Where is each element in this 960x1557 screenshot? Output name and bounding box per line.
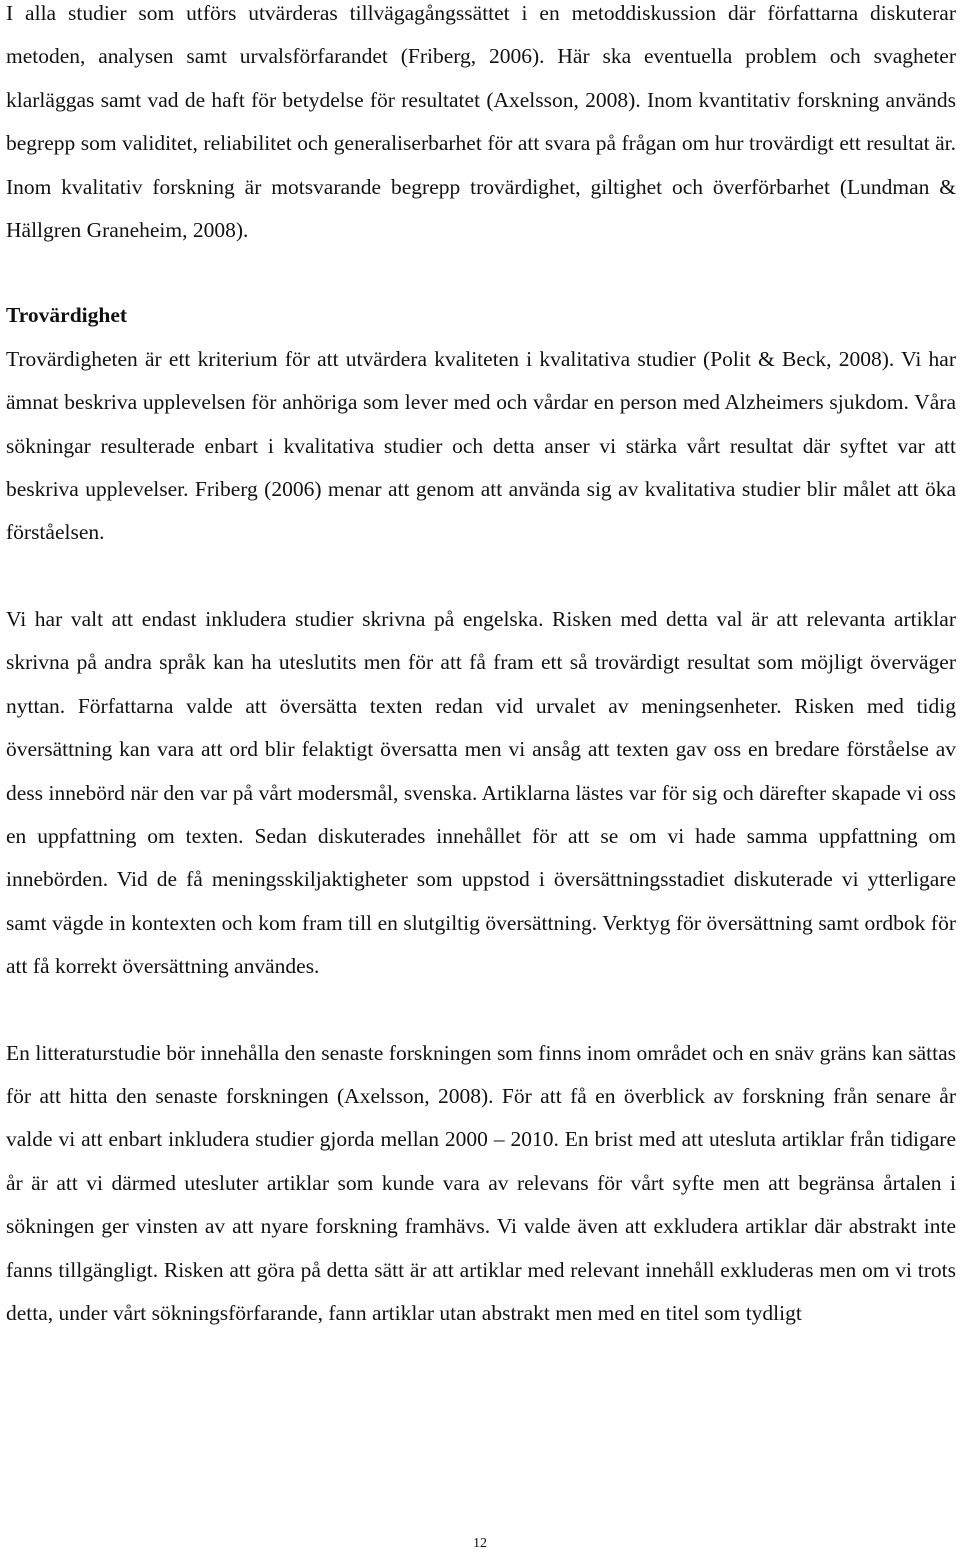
paragraph-trovardighet: Trovärdigheten är ett kriterium för att utvärdera kvaliteten i kvalitativa studier (Polit & Beck, 2008). Vi har ämnat beskriva upplevelsen för anhöriga som lever med och vårdar en person med Alzheimers sjukdom. Våra sökningar resulterade enbart i kvalitativa studier och detta anser vi stärka vårt resultat där syftet var att beskriva upplevelser. Friberg (2006) menar att genom att använda sig av kvalitativa studier blir målet att öka förståelsen. [6,346,956,545]
paragraph-literature-range: En litteraturstudie bör innehålla den senaste forskningen som finns inom området och en snäv gräns kan sättas för att hitta den senaste forskningen (Axelsson, 2008). För att få en överblick av forskning från senare år valde vi att enbart inkludera studier gjorda mellan 2000 – 2010. En brist med att utesluta artiklar från tidigare år är att vi därmed utesluter artiklar som kunde vara av relevans för vårt syfte men att begränsa årtalen i sökningen ger vinsten av att nyare forskning framhävs. Vi valde även att exkludera artiklar där abstrakt inte fanns tillgängligt. Risken att göra på detta sätt är att artiklar med relevant innehåll exkluderas men om vi trots detta, under vårt sökningsförfarande, fann artiklar utan abstrakt men med en titel som tydligt [6,1040,956,1325]
document-page [6,0,956,1557]
paragraph-language-selection: Vi har valt att endast inkludera studier skrivna på engelska. Risken med detta val är att relevanta artiklar skrivna på andra språk kan ha uteslutits men för att få fram ett så trovärdigt resultat som möjligt överväger nyttan. Författarna valde att översätta texten redan vid urvalet av meningsenheter. Risken med tidig översättning kan vara att ord blir felaktigt översatta men vi ansåg att texten gav oss en bredare förståelse av dess innebörd när den var på vårt modersmål, svenska. Artiklarna lästes var för sig och därefter skapade vi oss en uppfattning om texten. Sedan diskuterades innehållet för att se om vi hade samma uppfattning om innebörden. Vid de få meningsskiljaktigheter som uppstod i översättningsstadiet diskuterade vi ytterligare samt vägde in kontexten och kom fram till en slutgiltig översättning. Verktyg för översättning samt ordbok för att få korrekt översättning användes. [6,606,956,979]
section-heading-trovardighet: Trovärdighet [6,303,128,328]
page-number: 12 [473,1536,487,1551]
paragraph-method-discussion: I alla studier som utförs utvärderas tillvägagångssättet i en metoddiskussion där författarna diskuterar metoden, analysen samt urvalsförfarandet (Friberg, 2006). Här ska eventuella problem och svagheter klarläggas samt vad de haft för betydelse för resultatet (Axelsson, 2008). Inom kvantitativ forskning används begrepp som validitet, reliabilitet och generaliserbarhet för att svara på frågan om hur trovärdigt ett resultat är. Inom kvalitativ forskning är motsvarande begrepp trovärdighet, giltighet och överförbarhet (Lundman & Hällgren Graneheim, 2008). [6,1,956,243]
